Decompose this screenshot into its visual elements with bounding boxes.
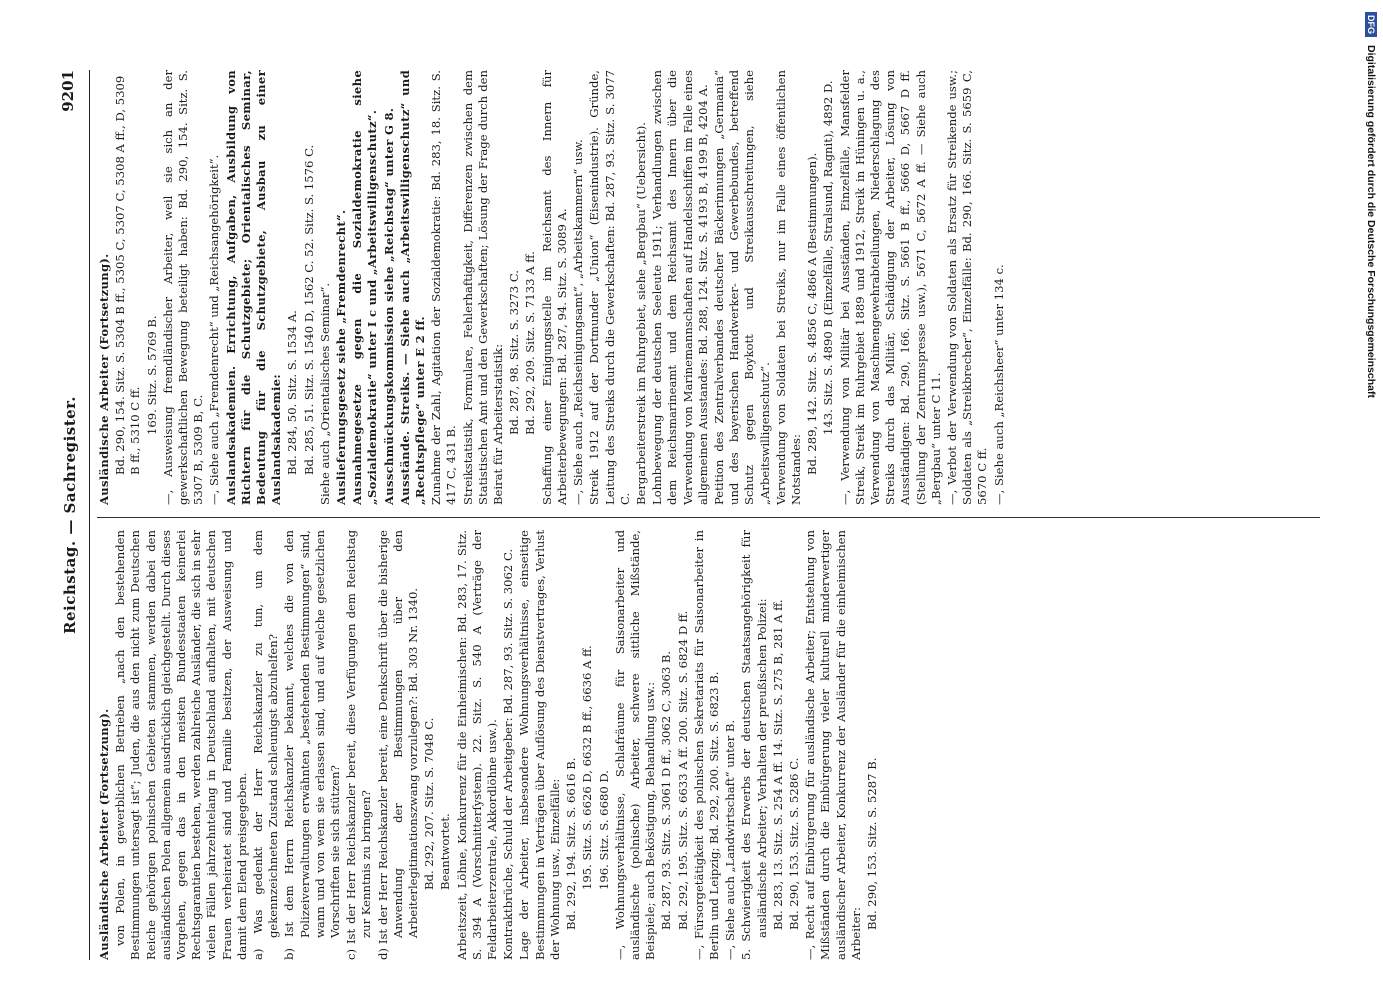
entry-heading: Ausländische Arbeiter (Fortsetzung). [97, 253, 111, 505]
entry-text: Schaffung einer Einigungsstelle im Reichsamt des Innern für Arbeiterbewegungen: Bd. 287, 94. Sitz. S. 3089 A. [539, 70, 569, 505]
entry-text: c) Ist der Herr Reichskanzler bereit, diese Verfügungen dem Reichstag zur Kenntnis zu bringen? [344, 530, 374, 960]
entry-text: Bd. 289, 142. Sitz. S. 4856 C, 4866 A (Bestimmungen). [805, 152, 820, 475]
entry-text: Bd. 283, 13. Sitz. S. 254 A ff. 14. Sitz. S. 275 B, 281 A ff. [770, 599, 785, 930]
column-divider [97, 517, 1320, 518]
entry-text: —, Verbot der Verwendung von Soldaten als Ersatz für Streikende usw.; Soldaten als „Streikbrecher“, Einzelfälle: Bd. 290, 166. Sitz. S. 5659 C, 5670 C ff. [944, 70, 990, 505]
entry-text: 195. Sitz. S. 6626 D, 6632 B ff., 6636 A ff. [580, 645, 595, 890]
entry-text: Beantwortet. [438, 813, 453, 890]
entry-text: 5. Schwierigkeit des Erwerbs der deutschen Staatsangehörigkeit für ausländische Arbeiter; Verhalten der preußischen Polizei: [739, 530, 769, 960]
entry-text: Bd. 290, 154. Sitz. S. 5304 B ff., 5305 C, 5307 C, 5308 A ff., D, 5309 B ff., 5310 C ff. [113, 72, 143, 475]
entry-text: —, Recht auf Einbürgerung für ausländische Arbeiter; Entstehung von Mißständen durch die Einbürgerung vieler kulturell minderwertiger ausländischer Arbeiter, Konkurrenz der Ausländer für die einheimischen Arbeiter: [803, 530, 863, 960]
entry-text: —, Siehe auch „Fremdenrecht“ und „Reichsangehörigkeit“. [207, 154, 222, 505]
entry-text: Streikstatistik, Formulare, Fehlerhaftigkeit, Differenzen zwischen dem Statistischen Amt und den Gewerkschaften; Lösung der Frage durch den Beirat für Arbeiterstatistik: [460, 70, 506, 505]
entry-text: 196. Sitz. S. 6680 D. [596, 770, 611, 890]
entry-text: Zunahme der Zahl, Agitation der Sozialdemokratie: Bd. 283, 18. Sitz. S. 417 C, 431 B. [429, 70, 459, 505]
entry-text: —, Wohnungsverhältnisse, Schlafräume für Saisonarbeiter und ausländische (polnische) Arbeiter, schwere sittliche Mißstände, Beispiele; auch Beköstigung, Behandlung usw.: [612, 530, 658, 960]
entry-text: Petition des Zentralverbandes deutscher Bäckerinnungen „Germania“ und des bayerischen Handwerker- und Gewerbebundes, betreffend Schutz gegen Boykott und Streikausschreitungen, siehe „Arbeitswilligenschutz“. [711, 70, 772, 505]
entry-text: von Polen, in gewerblichen Betrieben „nach den bestehenden Bestimmungen untersagt ist“; Juden, die aus den nicht zum Deutschen Reiche gehörigen polnischen Gebieten stammen, werden dabei den ausländischen Polen allgemein ausdrücklich gleichgestellt. Durch dieses Vorgehen, gegen das in den meisten Bundesstaaten keinerlei Rechtsgarantien bestehen, werden zahlreiche Ausländer, die sich in sehr vielen Fällen jahrzehntelang in Deutschland aufhalten, mit deutschen Frauen verheiratet sind und Familie besitzen, der Ausweisung und damit dem Elend preisgegeben. [113, 530, 249, 960]
entry-heading: Ausschmückungskommission siehe „Reichstag“ unter G 8. [381, 107, 396, 505]
entry-text: Bd. 285, 51. Sitz. S. 1540 D, 1562 C. 52. Sitz. S. 1576 C. [301, 144, 316, 475]
entry-text: Bd. 292, 207. Sitz. S. 7048 C. [422, 717, 437, 890]
entry-heading: Ausländische Arbeiter (Fortsetzung). [97, 708, 111, 960]
left-column [97, 530, 1320, 960]
dfg-logo: DFG [1365, 12, 1377, 37]
entry-text: —, Siehe auch „Reichsheer“ unter 134 c. [991, 264, 1006, 505]
entry-text: Bd. 290, 153. Sitz. S. 5286 C. [786, 757, 801, 930]
entry-text: —, Verwendung von Militär bei Ausständen, Einzelfälle, Mansfelder Streik, Streik im Ruhrgebiet 1889 und 1912, Streik in Hüningen u. a., Verwendung von Maschinengewehrabteilungen, Niederschlagung des Streiks durch das Militär, Schädigung der Arbeiter, Lösung von Ausständigen: Bd. 290, 166. Sitz. S. 5661 B ff., 5666 D, 5667 D ff. (Stellung der Zentrumspresse usw.), 5671 C, 5672 A ff. — Siehe auch „Bergbau“ unter C 11. [837, 70, 943, 505]
entry-text: Streik 1912 auf der Dortmunder „Union“ (Eisenindustrie). Gründe, Leitung des Streiks durch die Gewerkschaften: Bd. 287, 93. Sitz. S. 3077 C. [587, 70, 632, 505]
right-column [97, 70, 1320, 505]
running-title: Reichstag. — Sachregister. [61, 396, 79, 634]
entry-text: Bd. 292, 209. Sitz. S. 7133 A ff. [523, 251, 538, 435]
entry-heading: Ausnahmegesetze gegen die Sozialdemokratie siehe „Sozialdemokratie“ unter I c und „Arbeitswilligenschutz“. [350, 70, 380, 505]
funding-note [1363, 12, 1377, 988]
entry-text: Bergarbeiterstreik im Ruhrgebiet, siehe „Bergbau“ (Uebersicht). [633, 122, 648, 505]
entry-text: —, Fürsorgetätigkeit des polnischen Sekretariats für Saisonarbeiter in Berlin und Leipzig; Bd. 292, 200. Sitz. S. 6823 B. [691, 530, 721, 960]
entry-text: —, Siehe auch „Reichseinigungsamt“, „Arbeitskammern“ usw. [571, 139, 586, 505]
entry-text: Lohnbewegung der deutschen Seeleute 1911; Verhandlungen zwischen dem Reichsmarineamt und dem Reichsamt des Innern über die Verwendung von Marinemannschaften auf Handelsschiffen im Falle eines allgemeinen Ausstandes: Bd. 288, 124. Sitz. S. 4193 B, 4199 B, 4204 A. [650, 70, 710, 505]
entry-text: Bd. 287, 98. Sitz. S. 3273 C. [507, 270, 522, 435]
page-header [55, 70, 89, 960]
entry-text: Bd. 287, 93. Sitz. S. 3061 D ff., 3062 C, 3063 B. [659, 650, 674, 930]
entry-text: —, Siehe auch „Landwirtschaft“ unter B. [723, 719, 738, 960]
entry-text: b) Ist dem Herrn Reichskanzler bekannt, welches die von den Polizeiverwaltungen erwähnten „bestehenden Bestimmungen“ sind, wann und von wem sie erlassen sind, und auf welche gesetzlichen Vorschriften sie sich stützen? [282, 530, 343, 960]
entry-text: Arbeitszeit, Löhne, Konkurrenz für die Einheimischen: Bd. 283, 17. Sitz. S. 394 A (Vorschnitterſystem). 22. Sitz. S. 540 A (Verträge der Feldarbeiterzentrale, Akkordlöhne usw.). [454, 530, 500, 960]
header-rule [89, 70, 90, 960]
entry-text: Siehe auch „Orientalisches Seminar“. [317, 282, 332, 505]
funding-note-text [1363, 12, 1377, 992]
entry-text: a) Was gedenkt der Herr Reichskanzler zu tun, um dem gekennzeichneten Zustand schleunigst abzuhelfen? [251, 530, 281, 960]
entry-text: Bd. 290, 153. Sitz. S. 5287 B. [864, 757, 879, 930]
entry-heading: Auslandsakademien. Errichtung, Aufgaben, Ausbildung von Richtern für die Schutzgebiete; Orientalisches Seminar, Bedeutung für die Schutzgebiete, Ausbau zu einer Auslandsakademie: [223, 70, 284, 505]
entry-text: 169. Sitz. S. 5769 B. [144, 315, 159, 435]
entry-text: Bd. 284, 50. Sitz. S. 1534 A. [285, 310, 300, 475]
entry-text: —, Ausweisung fremdländischer Arbeiter, weil sie sich an der gewerkschaftlichen Bewegung beteiligt haben: Bd. 290, 154. Sitz. S. 5307 B, 5309 B, C. [160, 70, 206, 505]
entry-text: Bd. 292, 195. Sitz. S. 6633 A ff. 200. Sitz. S. 6824 D ff. [675, 610, 690, 930]
entry-text: 143. Sitz. S. 4890 B (Einzelfälle, Stralsund, Ragnit), 4892 D. [821, 80, 836, 435]
entry-text: Lage der Arbeiter, insbesondere Wohnungsverhältnisse, einseitige Bestimmungen in Verträgen über Auflösung des Dienstvertrages, Verlust der Wohnung usw., Einzelfälle: [517, 530, 562, 960]
register-page [55, 70, 1320, 960]
entry-text: Verwendung von Soldaten bei Streiks, nur im Falle eines öffentlichen Notstandes: [773, 70, 803, 505]
entry-text: d) Ist der Herr Reichskanzler bereit, eine Denkschrift über die bisherige Anwendung der Bestimmungen über den Arbeiterlegitimationszwang vorzulegen?: Bd. 303 Nr. 1340. [375, 530, 421, 960]
entry-text: Bd. 292, 194. Sitz. S. 6616 B. [564, 757, 579, 930]
page-number: 9201 [59, 70, 77, 112]
entry-text: Kontraktbrüche, Schuld der Arbeitgeber: Bd. 287, 93. Sitz. S. 3062 C. [501, 548, 516, 960]
entry-heading: Auslieferungsgesetz siehe „Fremdenrecht“. [334, 209, 349, 505]
entry-heading: Ausstände. Streiks. — Siehe auch „Arbeitswilligenschutz“ und „Rechtspflege“ unter E 2 ff. [397, 70, 428, 505]
funding-statement: Digitalisierung gefördert durch die Deutsche Forschungsgemeinschaft [1365, 45, 1377, 398]
